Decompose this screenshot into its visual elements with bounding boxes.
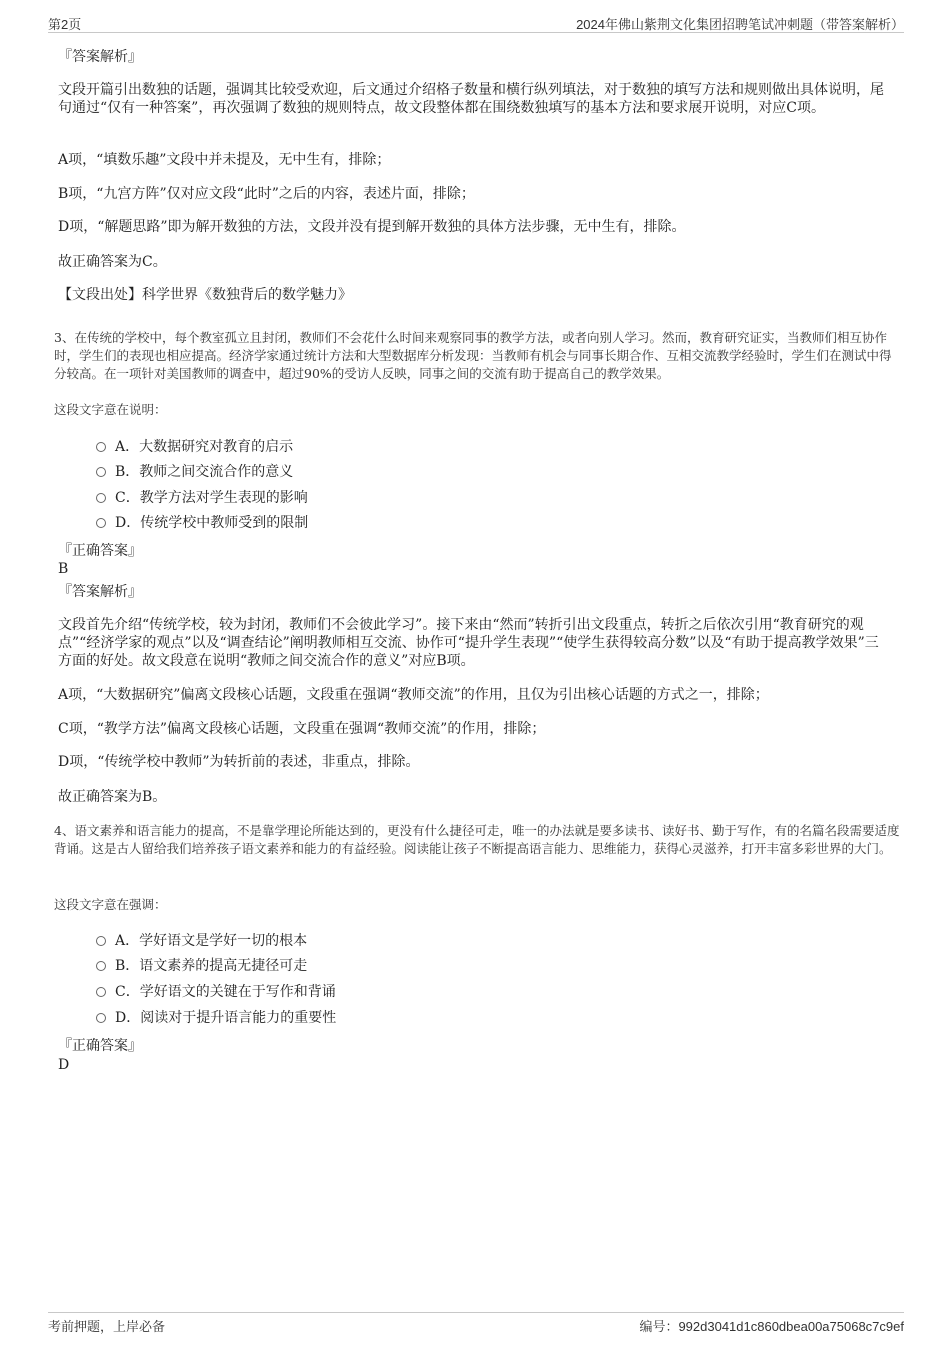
q3-answer: B bbox=[58, 561, 69, 577]
q4-option-c[interactable] bbox=[96, 983, 336, 1001]
radio-icon[interactable] bbox=[96, 987, 106, 997]
q4-option-a[interactable] bbox=[96, 932, 307, 950]
q3-conclusion: 故正确答案为B。 bbox=[58, 789, 167, 805]
q4-option-b[interactable] bbox=[96, 957, 307, 975]
q4-answer: D bbox=[58, 1057, 70, 1073]
q3-option-c-note: C项，“教学方法”偏离文段核心话题，文段重在强调“教师交流”的作用，排除； bbox=[58, 721, 546, 737]
radio-icon[interactable] bbox=[96, 493, 106, 503]
q4-option-d-label: D．阅读对于提升语言能力的重要性 bbox=[115, 1010, 337, 1026]
document-title: 2024年佛山紫荆文化集团招聘笔试冲刺题（带答案解析） bbox=[576, 17, 904, 32]
q3-option-d-note: D项，“传统学校中教师”为转折前的表述，非重点，排除。 bbox=[58, 754, 420, 770]
q4-prompt: 这段文字意在强调： bbox=[54, 897, 167, 912]
q4-option-a-label: A．学好语文是学好一切的根本 bbox=[115, 933, 308, 949]
q2-conclusion: 故正确答案为C。 bbox=[58, 254, 167, 270]
q4-option-c-label: C．学好语文的关键在于写作和背诵 bbox=[115, 984, 336, 1000]
page-footer bbox=[48, 1312, 904, 1333]
q2-analysis-text: 文段开篇引出数独的话题，强调其比较受欢迎，后文通过介绍格子数量和横行纵列填法，对于数独的填写方法和规则做出具体说明，尾句通过“仅有一种答案”，再次强调了数独的规则特点，故文段整体都在围绕数独填写的基本方法和要求展开说明，对应C项。 bbox=[58, 82, 884, 116]
q3-option-b[interactable] bbox=[96, 463, 293, 481]
q4-answer-label: 『正确答案』 bbox=[58, 1038, 142, 1054]
radio-icon[interactable] bbox=[96, 961, 106, 971]
q3-option-c-label: C．教学方法对学生表现的影响 bbox=[115, 490, 308, 506]
q4-option-d[interactable] bbox=[96, 1009, 336, 1027]
radio-icon[interactable] bbox=[96, 442, 106, 452]
q2-option-d-note: D项，“解题思路”即为解开数独的方法，文段并没有提到解开数独的具体方法步骤，无中生有，排除。 bbox=[58, 219, 686, 235]
radio-icon[interactable] bbox=[96, 1013, 106, 1023]
document-code: 编号：992d3041d1c860dbea00a75068c7c9ef bbox=[639, 1319, 904, 1334]
q4-option-b-label: B．语文素养的提高无捷径可走 bbox=[115, 958, 308, 974]
footer-slogan: 考前押题，上岸必备 bbox=[48, 1319, 166, 1334]
q3-option-b-label: B．教师之间交流合作的意义 bbox=[115, 464, 294, 480]
page-number: 第2页 bbox=[48, 17, 82, 32]
q3-option-a-note: A项，“大数据研究”偏离文段核心话题，文段重在强调“教师交流”的作用，且仅为引出核心话题的方式之一，排除； bbox=[58, 687, 769, 703]
q3-answer-label: 『正确答案』 bbox=[58, 543, 142, 559]
radio-icon[interactable] bbox=[96, 467, 106, 477]
q3-option-c[interactable] bbox=[96, 489, 308, 507]
radio-icon[interactable] bbox=[96, 518, 106, 528]
q3-analysis-label: 『答案解析』 bbox=[58, 584, 142, 600]
q3-option-a-label: A．大数据研究对教育的启示 bbox=[115, 439, 294, 455]
q3-option-d-label: D．传统学校中教师受到的限制 bbox=[115, 515, 309, 531]
q3-option-d[interactable] bbox=[96, 514, 308, 532]
q3-passage: 3、在传统的学校中，每个教室孤立且封闭，教师们不会花什么时间来观察同事的教学方法，或者向别人学习。然而，教育研究证实，当教师们相互协作时，学生们的表现也相应提高。经济学家通过统计方法和大型数据库分析发现：当教师有机会与同事长期合作、互相交流教学经验时，学生们在测试中得分较高。在一项针对美国教师的调查中，超过90%的受访人反映，同事之间的交流有助于提高自己的教学效果。 bbox=[54, 330, 892, 381]
q3-option-a[interactable] bbox=[96, 438, 293, 456]
radio-icon[interactable] bbox=[96, 936, 106, 946]
q2-option-b-note: B项，“九宫方阵”仅对应文段“此时”之后的内容，表述片面，排除； bbox=[58, 186, 475, 202]
q2-option-a-note: A项，“填数乐趣”文段中并未提及，无中生有，排除； bbox=[58, 152, 391, 168]
page-header bbox=[48, 14, 904, 33]
q3-prompt: 这段文字意在说明： bbox=[54, 402, 167, 417]
q3-analysis-text: 文段首先介绍“传统学校，较为封闭，教师们不会彼此学习”。接下来由“然而”转折引出文段重点，转折之后依次引用“教育研究的观点”“经济学家的观点”以及“调查结论”阐明教师相互交流、协作可“提升学生表现”“使学生获得较高分数”以及“有助于提高教学效果”三方面的好处。故文段意在说明“教师之间交流合作的意义”对应B项。 bbox=[58, 617, 879, 669]
q2-source: 【文段出处】科学世界《数独背后的数学魅力》 bbox=[58, 287, 352, 303]
q2-analysis-label: 『答案解析』 bbox=[58, 49, 142, 65]
q4-passage: 4、语文素养和语言能力的提高，不是靠学理论所能达到的，更没有什么捷径可走，唯一的办法就是要多读书、读好书、勤于写作，有的名篇名段需要适度背诵。这是古人留给我们培养孩子语文素养和能力的有益经验。阅读能让孩子不断提高语言能力、思维能力，获得心灵滋养，打开丰富多彩世界的大门。 bbox=[54, 823, 900, 856]
